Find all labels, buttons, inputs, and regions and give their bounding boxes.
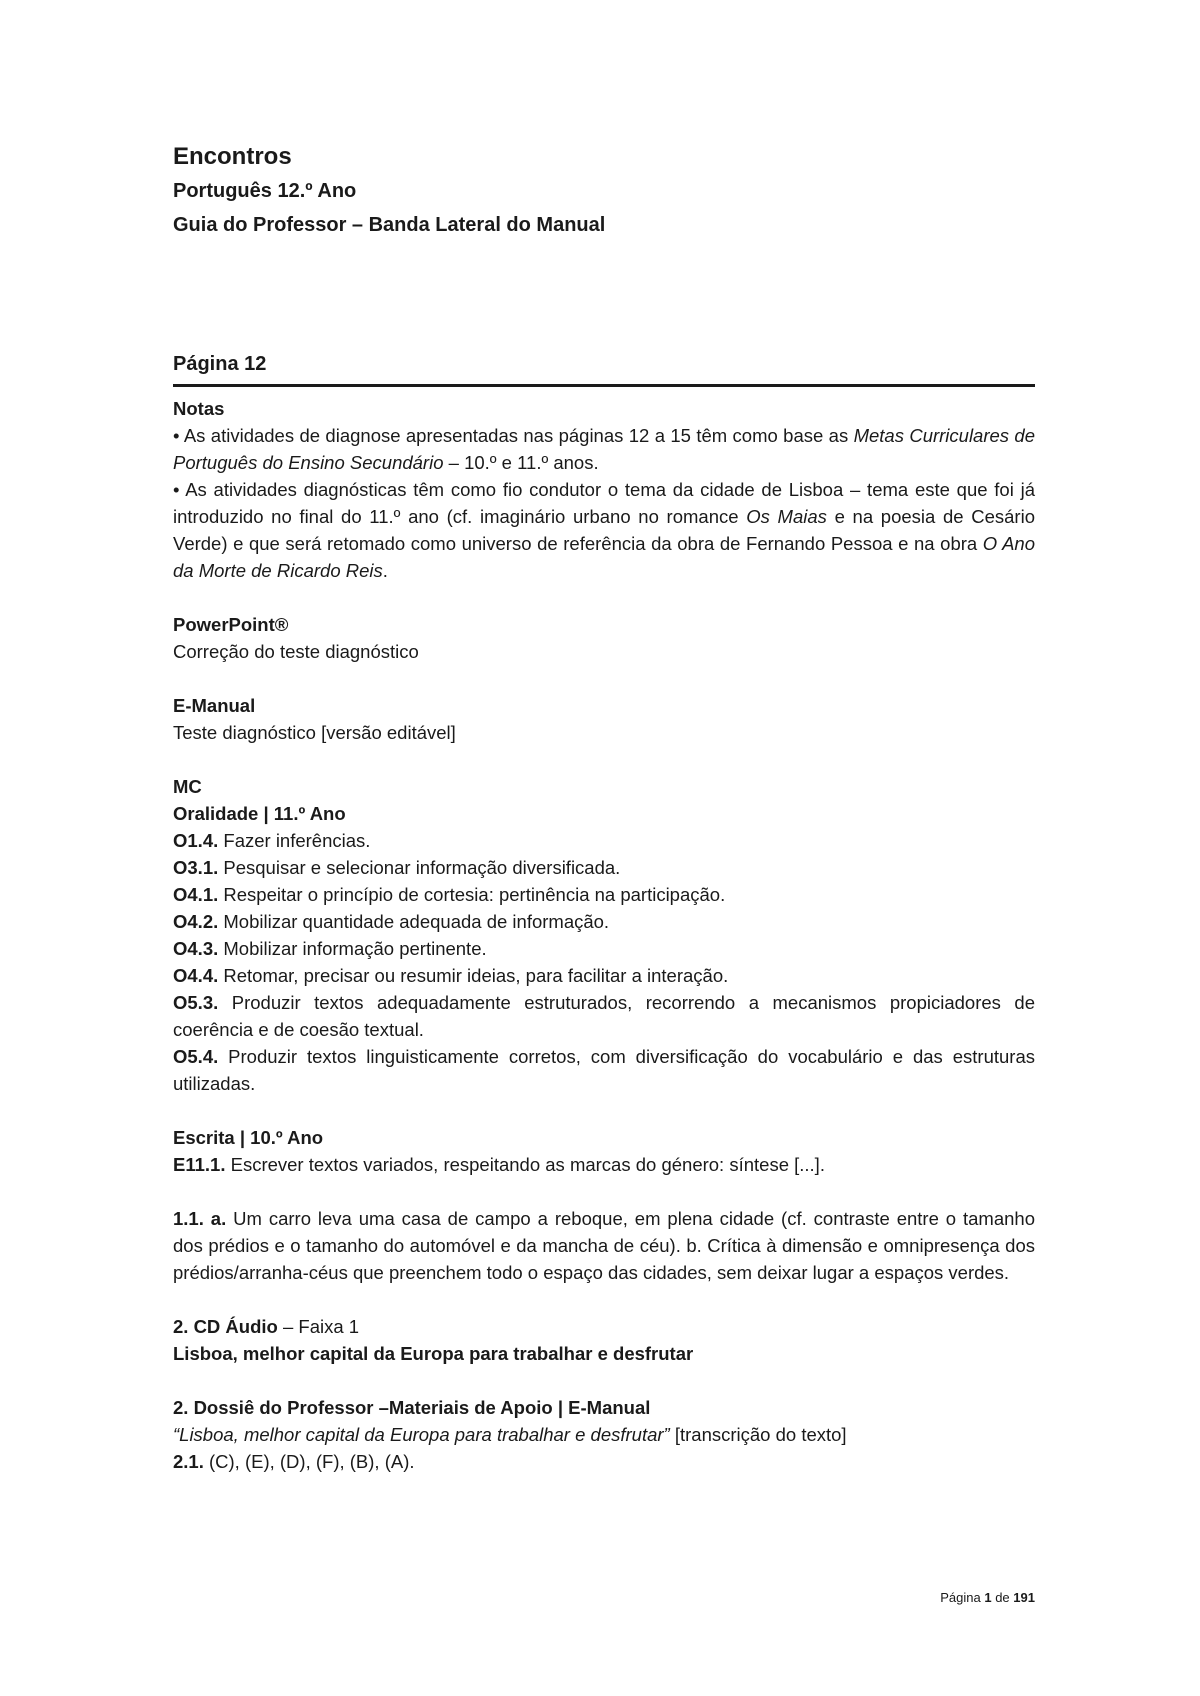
answer-2-1: 2.1. (C), (E), (D), (F), (B), (A). — [173, 1451, 415, 1472]
answer-1-1: 1.1. a. Um carro leva uma casa de campo a reboque, em plena cidade (cf. contraste entre o tamanho dos prédios e o tamanho do automóvel e da mancha de céu). b. Crítica à dimensão e omnipresença dos prédios/arranha-céus que preenchem todo o espaço das cidades, sem deixar lugar a espaços verdes. — [173, 1208, 1035, 1283]
oralidade-list — [173, 827, 1035, 1097]
footer-page-number: 1 — [984, 1590, 992, 1605]
escrita-label: Escrita | 10.º Ano — [173, 1127, 324, 1148]
document-title: Encontros — [173, 143, 292, 170]
list-item: O1.4. Fazer inferências. — [173, 830, 371, 851]
list-item: O3.1. Pesquisar e selecionar informação diversificada. — [173, 857, 621, 878]
notas-bullet-1: • As atividades de diagnose apresentadas nas páginas 12 a 15 têm como base as Metas Curriculares de Português do Ensino Secundário – 10.º e 11.º anos. — [173, 425, 1036, 473]
dossie-label: 2. Dossiê do Professor –Materiais de Apoio | E-Manual — [173, 1397, 651, 1418]
section-heading: Página 12 — [173, 350, 1035, 387]
powerpoint-label: PowerPoint® — [173, 614, 289, 635]
footer-of-word: de — [995, 1590, 1010, 1605]
cd-audio-title: Lisboa, melhor capital da Europa para trabalhar e desfrutar — [173, 1343, 694, 1364]
document-subtitle-guide: Guia do Professor – Banda Lateral do Manual — [173, 214, 606, 236]
list-item: O4.2. Mobilizar quantidade adequada de informação. — [173, 911, 610, 932]
footer-page-word: Página — [940, 1590, 981, 1605]
list-item: O5.3. Produzir textos adequadamente estruturados, recorrendo a mecanismos propiciadores de coerência e de coesão textual. — [173, 992, 1035, 1040]
oralidade-label: Oralidade | 11.º Ano — [173, 803, 346, 824]
document-subtitle-course: Português 12.º Ano — [173, 180, 357, 202]
list-item: O4.1. Respeitar o princípio de cortesia: pertinência na participação. — [173, 884, 726, 905]
emanual-text: Teste diagnóstico [versão editável] — [173, 722, 456, 743]
page-footer — [940, 1590, 1035, 1605]
escrita-item: E11.1. Escrever textos variados, respeitando as marcas do género: síntese [...]. — [173, 1154, 825, 1175]
mc-label: MC — [173, 776, 202, 797]
cd-audio-line: 2. CD Áudio – Faixa 1 — [173, 1316, 360, 1337]
list-item: O5.4. Produzir textos linguisticamente corretos, com diversificação do vocabulário e das estruturas utilizadas. — [173, 1046, 1035, 1094]
emanual-label: E-Manual — [173, 695, 256, 716]
notas-bullet-2: • As atividades diagnósticas têm como fio condutor o tema da cidade de Lisboa – tema este que foi já introduzido no final do 11.º ano (cf. imaginário urbano no romance Os Maias e na poesia de Cesário Verde) e que será retomado como universo de referência da obra de Fernando Pessoa e na obra O Ano da Morte de Ricardo Reis. — [173, 479, 1035, 581]
powerpoint-text: Correção do teste diagnóstico — [173, 641, 419, 662]
dossie-text: “Lisboa, melhor capital da Europa para trabalhar e desfrutar” [transcrição do texto] — [173, 1424, 847, 1445]
list-item: O4.3. Mobilizar informação pertinente. — [173, 938, 487, 959]
document-page — [173, 140, 1035, 1475]
notas-label: Notas — [173, 398, 225, 419]
list-item: O4.4. Retomar, precisar ou resumir ideias, para facilitar a interação. — [173, 965, 729, 986]
footer-page-total: 191 — [1013, 1590, 1035, 1605]
